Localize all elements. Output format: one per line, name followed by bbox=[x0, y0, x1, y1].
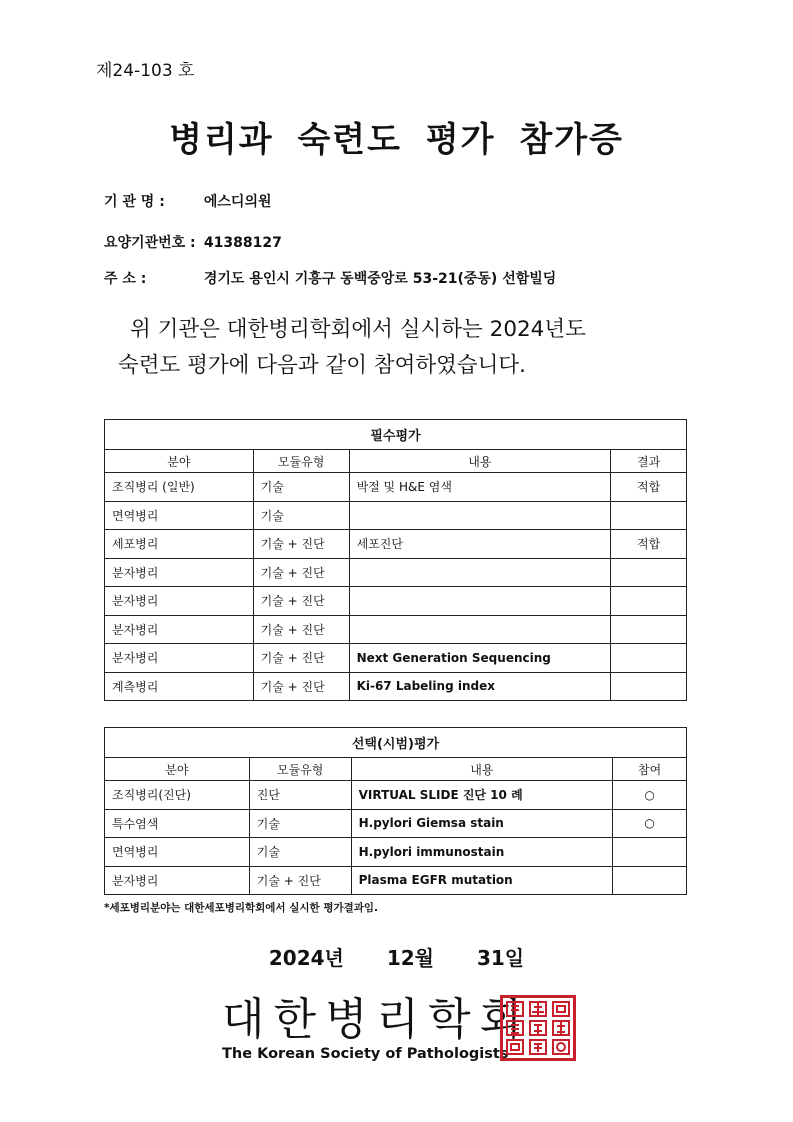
cell-content: Ki-67 Labeling index bbox=[349, 672, 611, 701]
cell-module-type: 기술 bbox=[249, 809, 351, 838]
table-row bbox=[105, 558, 687, 587]
society-name-english: The Korean Society of Pathologists bbox=[222, 1046, 509, 1062]
table-row bbox=[105, 501, 687, 530]
header-result: 결과 bbox=[611, 450, 687, 473]
cell-participation bbox=[613, 866, 687, 895]
cell-module-type: 기술 + 진단 bbox=[253, 587, 349, 616]
required-evaluation-table bbox=[104, 419, 687, 701]
cell-field: 분자병리 bbox=[105, 587, 254, 616]
info-address bbox=[104, 268, 556, 288]
table-row bbox=[105, 644, 687, 673]
table-row bbox=[105, 473, 687, 502]
cell-content bbox=[349, 501, 611, 530]
cell-participation bbox=[613, 838, 687, 867]
institution-code-value: 41388127 bbox=[203, 235, 282, 251]
cell-module-type: 기술 + 진단 bbox=[253, 615, 349, 644]
society-signature bbox=[222, 996, 531, 1062]
cell-field: 분자병리 bbox=[105, 615, 254, 644]
cell-module-type: 기술 bbox=[249, 838, 351, 867]
cell-field: 분자병리 bbox=[105, 644, 254, 673]
seal-icon bbox=[503, 998, 573, 1058]
cell-module-type: 기술 bbox=[253, 501, 349, 530]
issue-date: 2024년 12월 31일 bbox=[268, 946, 525, 970]
header-content: 내용 bbox=[351, 758, 613, 781]
cell-module-type: 기술 + 진단 bbox=[253, 672, 349, 701]
optional-evaluation-title: 선택(시범)평가 bbox=[105, 728, 687, 758]
cell-content: 박절 및 H&E 염색 bbox=[349, 473, 611, 502]
cell-result bbox=[611, 615, 687, 644]
cell-result: 적합 bbox=[611, 530, 687, 559]
cell-result bbox=[611, 672, 687, 701]
header-participation: 참여 bbox=[613, 758, 687, 781]
cell-content: VIRTUAL SLIDE 진단 10 례 bbox=[351, 781, 613, 810]
cell-result bbox=[611, 501, 687, 530]
header-field: 분야 bbox=[105, 450, 254, 473]
statement-line-1: 위 기관은 대한병리학회에서 실시하는 2024년도 bbox=[130, 317, 586, 342]
address-value: 경기도 용인시 기흥구 동백중앙로 53-21(중동) 선함빌딩 bbox=[203, 271, 557, 287]
cell-result bbox=[611, 558, 687, 587]
cell-content: H.pylori Giemsa stain bbox=[351, 809, 613, 838]
cell-content bbox=[349, 615, 611, 644]
institution-name-label: 기 관 명 : bbox=[104, 194, 165, 210]
cell-content: H.pylori immunostain bbox=[351, 838, 613, 867]
required-evaluation-title: 필수평가 bbox=[105, 420, 687, 450]
table-row bbox=[105, 809, 687, 838]
table-row bbox=[105, 672, 687, 701]
cell-content bbox=[349, 558, 611, 587]
table-row bbox=[105, 615, 687, 644]
statement-line-2: 숙련도 평가에 다음과 같이 참여하였습니다. bbox=[118, 353, 527, 378]
table-header-row bbox=[105, 758, 687, 781]
table-row bbox=[105, 530, 687, 559]
document-number: 제24-103 호 bbox=[96, 61, 195, 81]
cell-module-type: 기술 bbox=[253, 473, 349, 502]
header-module-type: 모듈유형 bbox=[253, 450, 349, 473]
cell-field: 조직병리 (일반) bbox=[105, 473, 254, 502]
cell-participation: ○ bbox=[613, 809, 687, 838]
cell-field: 특수염색 bbox=[105, 809, 250, 838]
cell-content bbox=[349, 587, 611, 616]
info-institution-code bbox=[104, 232, 282, 252]
cell-module-type: 기술 + 진단 bbox=[253, 644, 349, 673]
cell-module-type: 기술 + 진단 bbox=[253, 530, 349, 559]
cell-module-type: 기술 + 진단 bbox=[253, 558, 349, 587]
cell-field: 면역병리 bbox=[105, 501, 254, 530]
cell-result bbox=[611, 587, 687, 616]
cell-field: 조직병리(진단) bbox=[105, 781, 250, 810]
footnote: *세포병리분야는 대한세포병리학회에서 실시한 평가결과임. bbox=[104, 902, 379, 914]
page-title: 병리과 숙련도 평가 참가증 bbox=[169, 120, 624, 160]
cell-field: 분자병리 bbox=[105, 866, 250, 895]
header-field: 분야 bbox=[105, 758, 250, 781]
society-name-korean: 대한병리학회 bbox=[222, 994, 532, 1045]
cell-participation: ○ bbox=[613, 781, 687, 810]
cell-field: 분자병리 bbox=[105, 558, 254, 587]
cell-field: 계측병리 bbox=[105, 672, 254, 701]
statement bbox=[118, 312, 718, 384]
cell-result: 적합 bbox=[611, 473, 687, 502]
cell-module-type: 진단 bbox=[249, 781, 351, 810]
cell-content: Plasma EGFR mutation bbox=[351, 866, 613, 895]
table-row bbox=[105, 866, 687, 895]
cell-content: Next Generation Sequencing bbox=[349, 644, 611, 673]
official-seal-stamp bbox=[500, 995, 576, 1061]
table-row bbox=[105, 838, 687, 867]
institution-name-value: 에스디의원 bbox=[203, 194, 272, 210]
header-module-type: 모듈유형 bbox=[249, 758, 351, 781]
header-content: 내용 bbox=[349, 450, 611, 473]
cell-field: 면역병리 bbox=[105, 838, 250, 867]
cell-result bbox=[611, 644, 687, 673]
cell-content: 세포진단 bbox=[349, 530, 611, 559]
cell-module-type: 기술 + 진단 bbox=[249, 866, 351, 895]
cell-field: 세포병리 bbox=[105, 530, 254, 559]
table-row bbox=[105, 781, 687, 810]
optional-evaluation-table bbox=[104, 727, 687, 895]
table-header-row bbox=[105, 450, 687, 473]
address-label: 주 소 : bbox=[104, 271, 147, 287]
info-institution-name bbox=[104, 191, 272, 211]
table-row bbox=[105, 587, 687, 616]
institution-code-label: 요양기관번호 : bbox=[104, 235, 196, 251]
